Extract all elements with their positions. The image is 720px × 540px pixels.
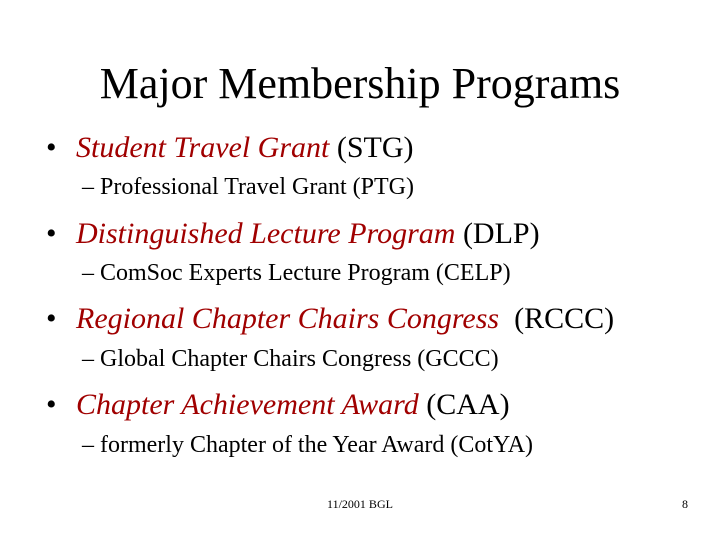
slide-title: Major Membership Programs — [99, 59, 621, 108]
bullet-emphasis: Regional Chapter Chairs Congress — [76, 302, 500, 335]
footer-date-author: 11/2001 BGL — [327, 497, 393, 511]
bullet-dot-icon: • — [46, 388, 57, 421]
bullet-abbrev: (CAA) — [426, 388, 510, 421]
bullet-abbrev: (DLP) — [462, 217, 540, 250]
bullet-item-rccc — [46, 301, 614, 337]
bullet-emphasis: Chapter Achievement Award — [76, 388, 419, 421]
page-number: 8 — [682, 497, 688, 511]
bullet-dot-icon: • — [46, 131, 57, 164]
bullet-emphasis: Distinguished Lecture Program — [76, 217, 456, 250]
bullet-dot-icon: • — [46, 217, 57, 250]
bullet-abbrev: (STG) — [336, 131, 414, 164]
bullet-abbrev: (RCCC) — [514, 302, 615, 335]
bullet-item-stg — [46, 130, 414, 166]
bullet-dot-icon: • — [46, 302, 57, 335]
sub-item-cotya: – formerly Chapter of the Year Award (CotYA) — [82, 432, 534, 458]
sub-item-celp: – ComSoc Experts Lecture Program (CELP) — [82, 260, 511, 286]
bullet-item-caa — [46, 387, 510, 423]
bullet-item-dlp — [46, 216, 540, 252]
sub-item-ptg: – Professional Travel Grant (PTG) — [82, 174, 414, 200]
bullet-emphasis: Student Travel Grant — [76, 131, 330, 164]
sub-item-gccc: – Global Chapter Chairs Congress (GCCC) — [82, 346, 499, 372]
